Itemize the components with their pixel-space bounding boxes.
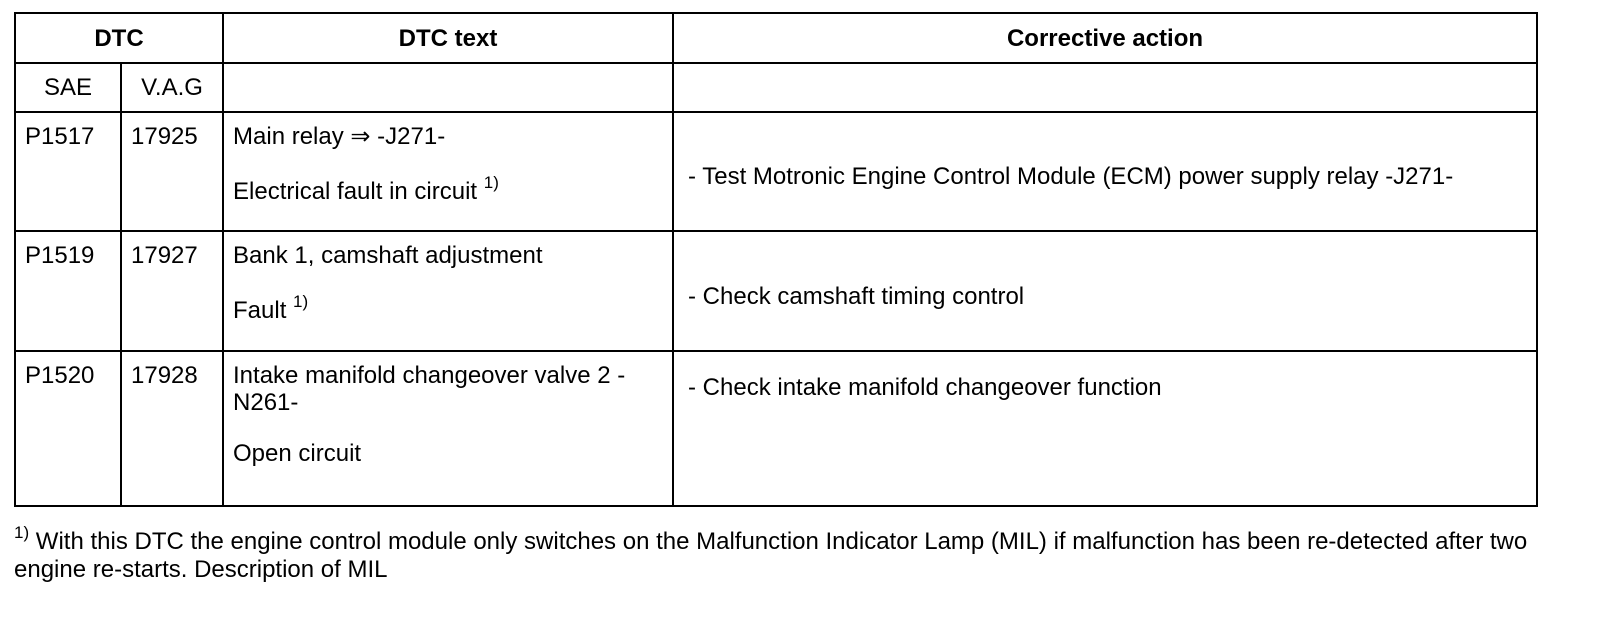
- dtc-text: [223, 351, 673, 506]
- vag-code: 17927: [121, 231, 223, 351]
- vag-code: 17925: [121, 112, 223, 231]
- subheader-empty: [223, 63, 673, 112]
- dtc-table: [14, 12, 1538, 507]
- dtc-text-line2-wrap: [233, 173, 663, 205]
- subheader-vag: V.A.G: [121, 63, 223, 112]
- table-row: [15, 112, 1537, 231]
- dtc-text-line1: Bank 1, camshaft adjustment: [233, 242, 543, 269]
- table-row: [15, 351, 1537, 506]
- corrective-action: - Check intake manifold changeover function: [673, 351, 1537, 506]
- header-dtc: DTC: [15, 13, 223, 63]
- dtc-text: [223, 231, 673, 351]
- dtc-text-line2-wrap: [233, 292, 663, 324]
- subheader-empty: [673, 63, 1537, 112]
- footnote-ref: 1): [293, 292, 309, 311]
- header-dtc-text: DTC text: [223, 13, 673, 63]
- footnote-marker: 1): [14, 523, 30, 542]
- header-row: [15, 13, 1537, 63]
- corrective-action: - Check camshaft timing control: [673, 231, 1537, 351]
- footnote: [14, 523, 1554, 584]
- header-corrective-action: Corrective action: [673, 13, 1537, 63]
- sae-code: P1520: [15, 351, 121, 506]
- corrective-action: - Test Motronic Engine Control Module (ECM) power supply relay -J271-: [673, 112, 1537, 231]
- dtc-text-line2: Fault: [233, 297, 287, 324]
- dtc-text-line1: Main relay ⇒ -J271-: [233, 123, 446, 150]
- subheader-sae: SAE: [15, 63, 121, 112]
- sae-code: P1517: [15, 112, 121, 231]
- table-row: [15, 231, 1537, 351]
- dtc-text-line2: Electrical fault in circuit: [233, 178, 478, 205]
- dtc-text-line2-wrap: [233, 440, 663, 467]
- vag-code: 17928: [121, 351, 223, 506]
- dtc-text-line1: Intake manifold changeover valve 2 -N261-: [233, 362, 626, 416]
- dtc-text-line2: Open circuit: [233, 440, 362, 467]
- subheader-row: [15, 63, 1537, 112]
- footnote-text: With this DTC the engine control module only switches on the Malfunction Indicator Lamp (MIL) if malfunction has been re-detected after two engine re-starts. Description of MIL: [14, 528, 1528, 583]
- footnote-ref: 1): [483, 173, 499, 192]
- sae-code: P1519: [15, 231, 121, 351]
- dtc-text: [223, 112, 673, 231]
